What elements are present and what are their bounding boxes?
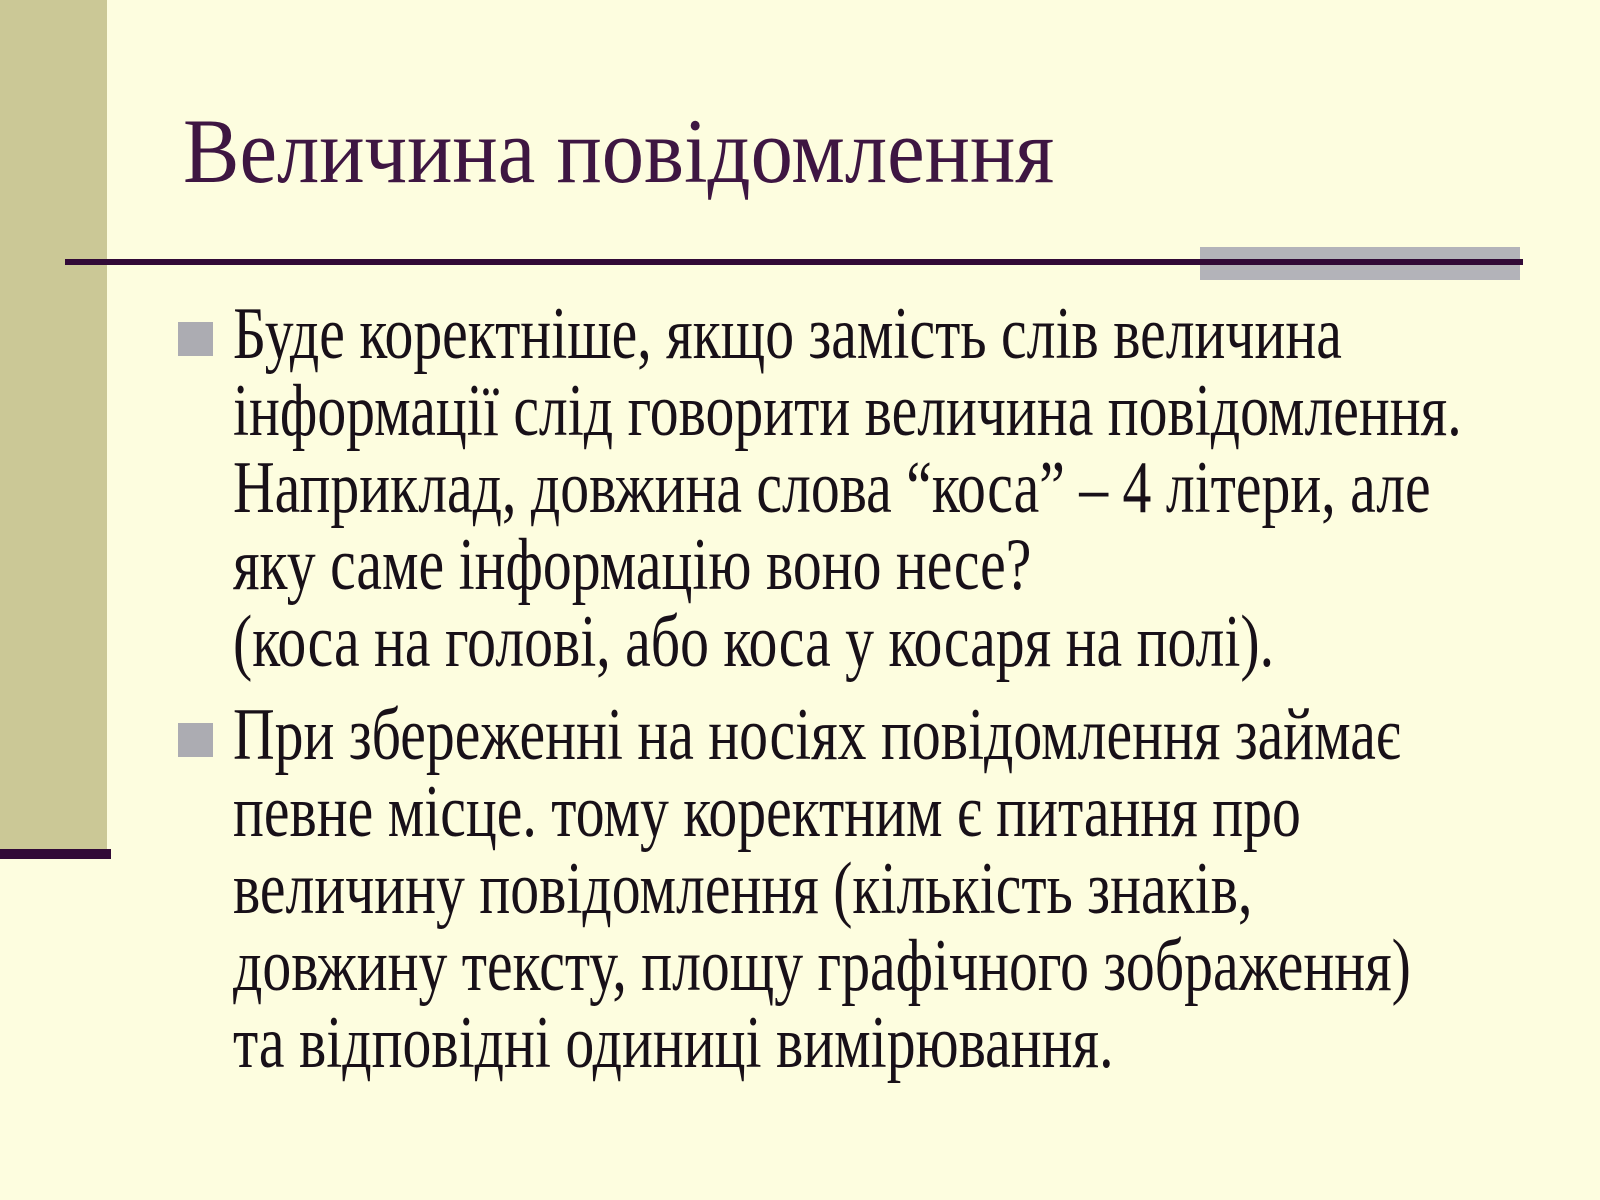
body-text-line: та відповідні одиниці вимірювання. <box>233 1002 1114 1084</box>
body-text-line: певне місце. тому коректним є питання про <box>233 771 1301 853</box>
body-text-line: (коса на голові, або коса у косаря на полі). <box>233 601 1275 683</box>
bullet-item-1 <box>233 293 1563 606</box>
body-text-line: При збереженні на носіях повідомлення займає <box>233 694 1401 776</box>
body-text-line: величину повідомлення (кількість знаків, <box>233 848 1253 930</box>
slide-body <box>233 293 1563 1084</box>
gray-square-bullet-icon <box>178 322 213 356</box>
left-band-bottom-bar <box>0 849 111 859</box>
page-title-text: Величина повідомлення <box>183 100 1055 202</box>
title-underline <box>65 259 1523 265</box>
body-text-line: інформації слід говорити величина повідомлення. <box>233 370 1462 452</box>
body-text-line: Буде коректніше, якщо замість слів величина <box>233 293 1342 375</box>
body-text-line: довжину тексту, площу графічного зображення) <box>233 925 1411 1007</box>
body-text-line: Наприклад, довжина слова “коса” – 4 літери, але <box>233 447 1431 529</box>
left-olive-band <box>0 0 107 849</box>
page-title <box>183 100 1130 202</box>
plain-paragraph <box>233 601 1563 683</box>
bullet-item-2 <box>233 694 1563 1084</box>
gray-square-bullet-icon <box>178 723 213 757</box>
body-text-line: яку саме інформацію воно несе? <box>233 524 1032 606</box>
